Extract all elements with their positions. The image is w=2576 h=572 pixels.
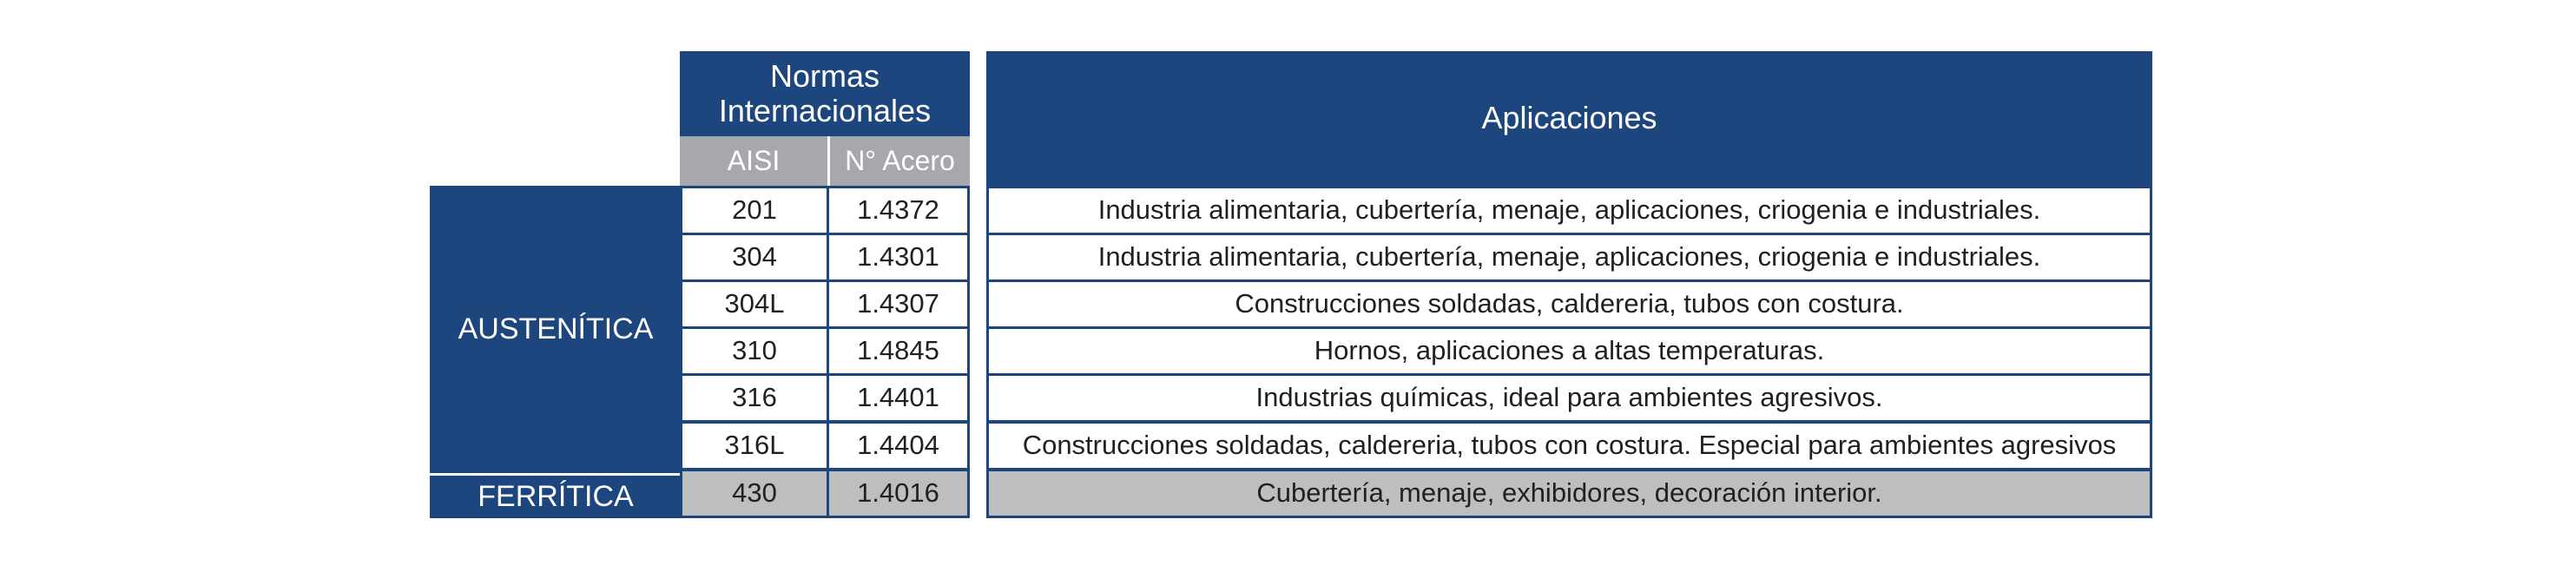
category-ferritica: FERRÍTICA [430, 473, 682, 518]
table-row-aplicacion: Cubertería, menaje, exhibidores, decoración interior. [986, 469, 2152, 518]
aplicaciones-header: Aplicaciones [986, 51, 2152, 186]
table-row-acero: 1.4301 [827, 233, 970, 282]
normas-header: Normas Internacionales [680, 51, 970, 136]
table-row-aisi: 316L [680, 421, 829, 470]
table-row-aisi: 310 [680, 326, 829, 376]
table-row-aplicacion: Hornos, aplicaciones a altas temperaturas. [986, 326, 2152, 376]
table-row-acero: 1.4372 [827, 186, 970, 235]
table-row-acero: 1.4401 [827, 373, 970, 423]
table-row-aisi: 316 [680, 373, 829, 423]
table-row-aisi: 304 [680, 233, 829, 282]
table-row-acero: 1.4307 [827, 279, 970, 329]
table-row-aplicacion: Industria alimentaria, cubertería, menaje, aplicaciones, criogenia e industriales. [986, 186, 2152, 235]
table-row-aisi: 201 [680, 186, 829, 235]
table-row-aisi: 430 [680, 469, 829, 518]
table-row-aplicacion: Construcciones soldadas, caldereria, tubos con costura. Especial para ambientes agresivos [986, 421, 2152, 470]
table-row-aplicacion: Industria alimentaria, cubertería, menaje, aplicaciones, criogenia e industriales. [986, 233, 2152, 282]
table-row-acero: 1.4845 [827, 326, 970, 376]
table-row-acero: 1.4404 [827, 421, 970, 470]
table-row-aplicacion: Construcciones soldadas, caldereria, tubos con costura. [986, 279, 2152, 329]
category-austenitica: AUSTENÍTICA [430, 186, 682, 473]
aisi-header: AISI [680, 136, 827, 186]
n-acero-header: N° Acero [827, 136, 970, 186]
table-row-acero: 1.4016 [827, 469, 970, 518]
table-row-aisi: 304L [680, 279, 829, 329]
table-row-aplicacion: Industrias químicas, ideal para ambientes agresivos. [986, 373, 2152, 423]
